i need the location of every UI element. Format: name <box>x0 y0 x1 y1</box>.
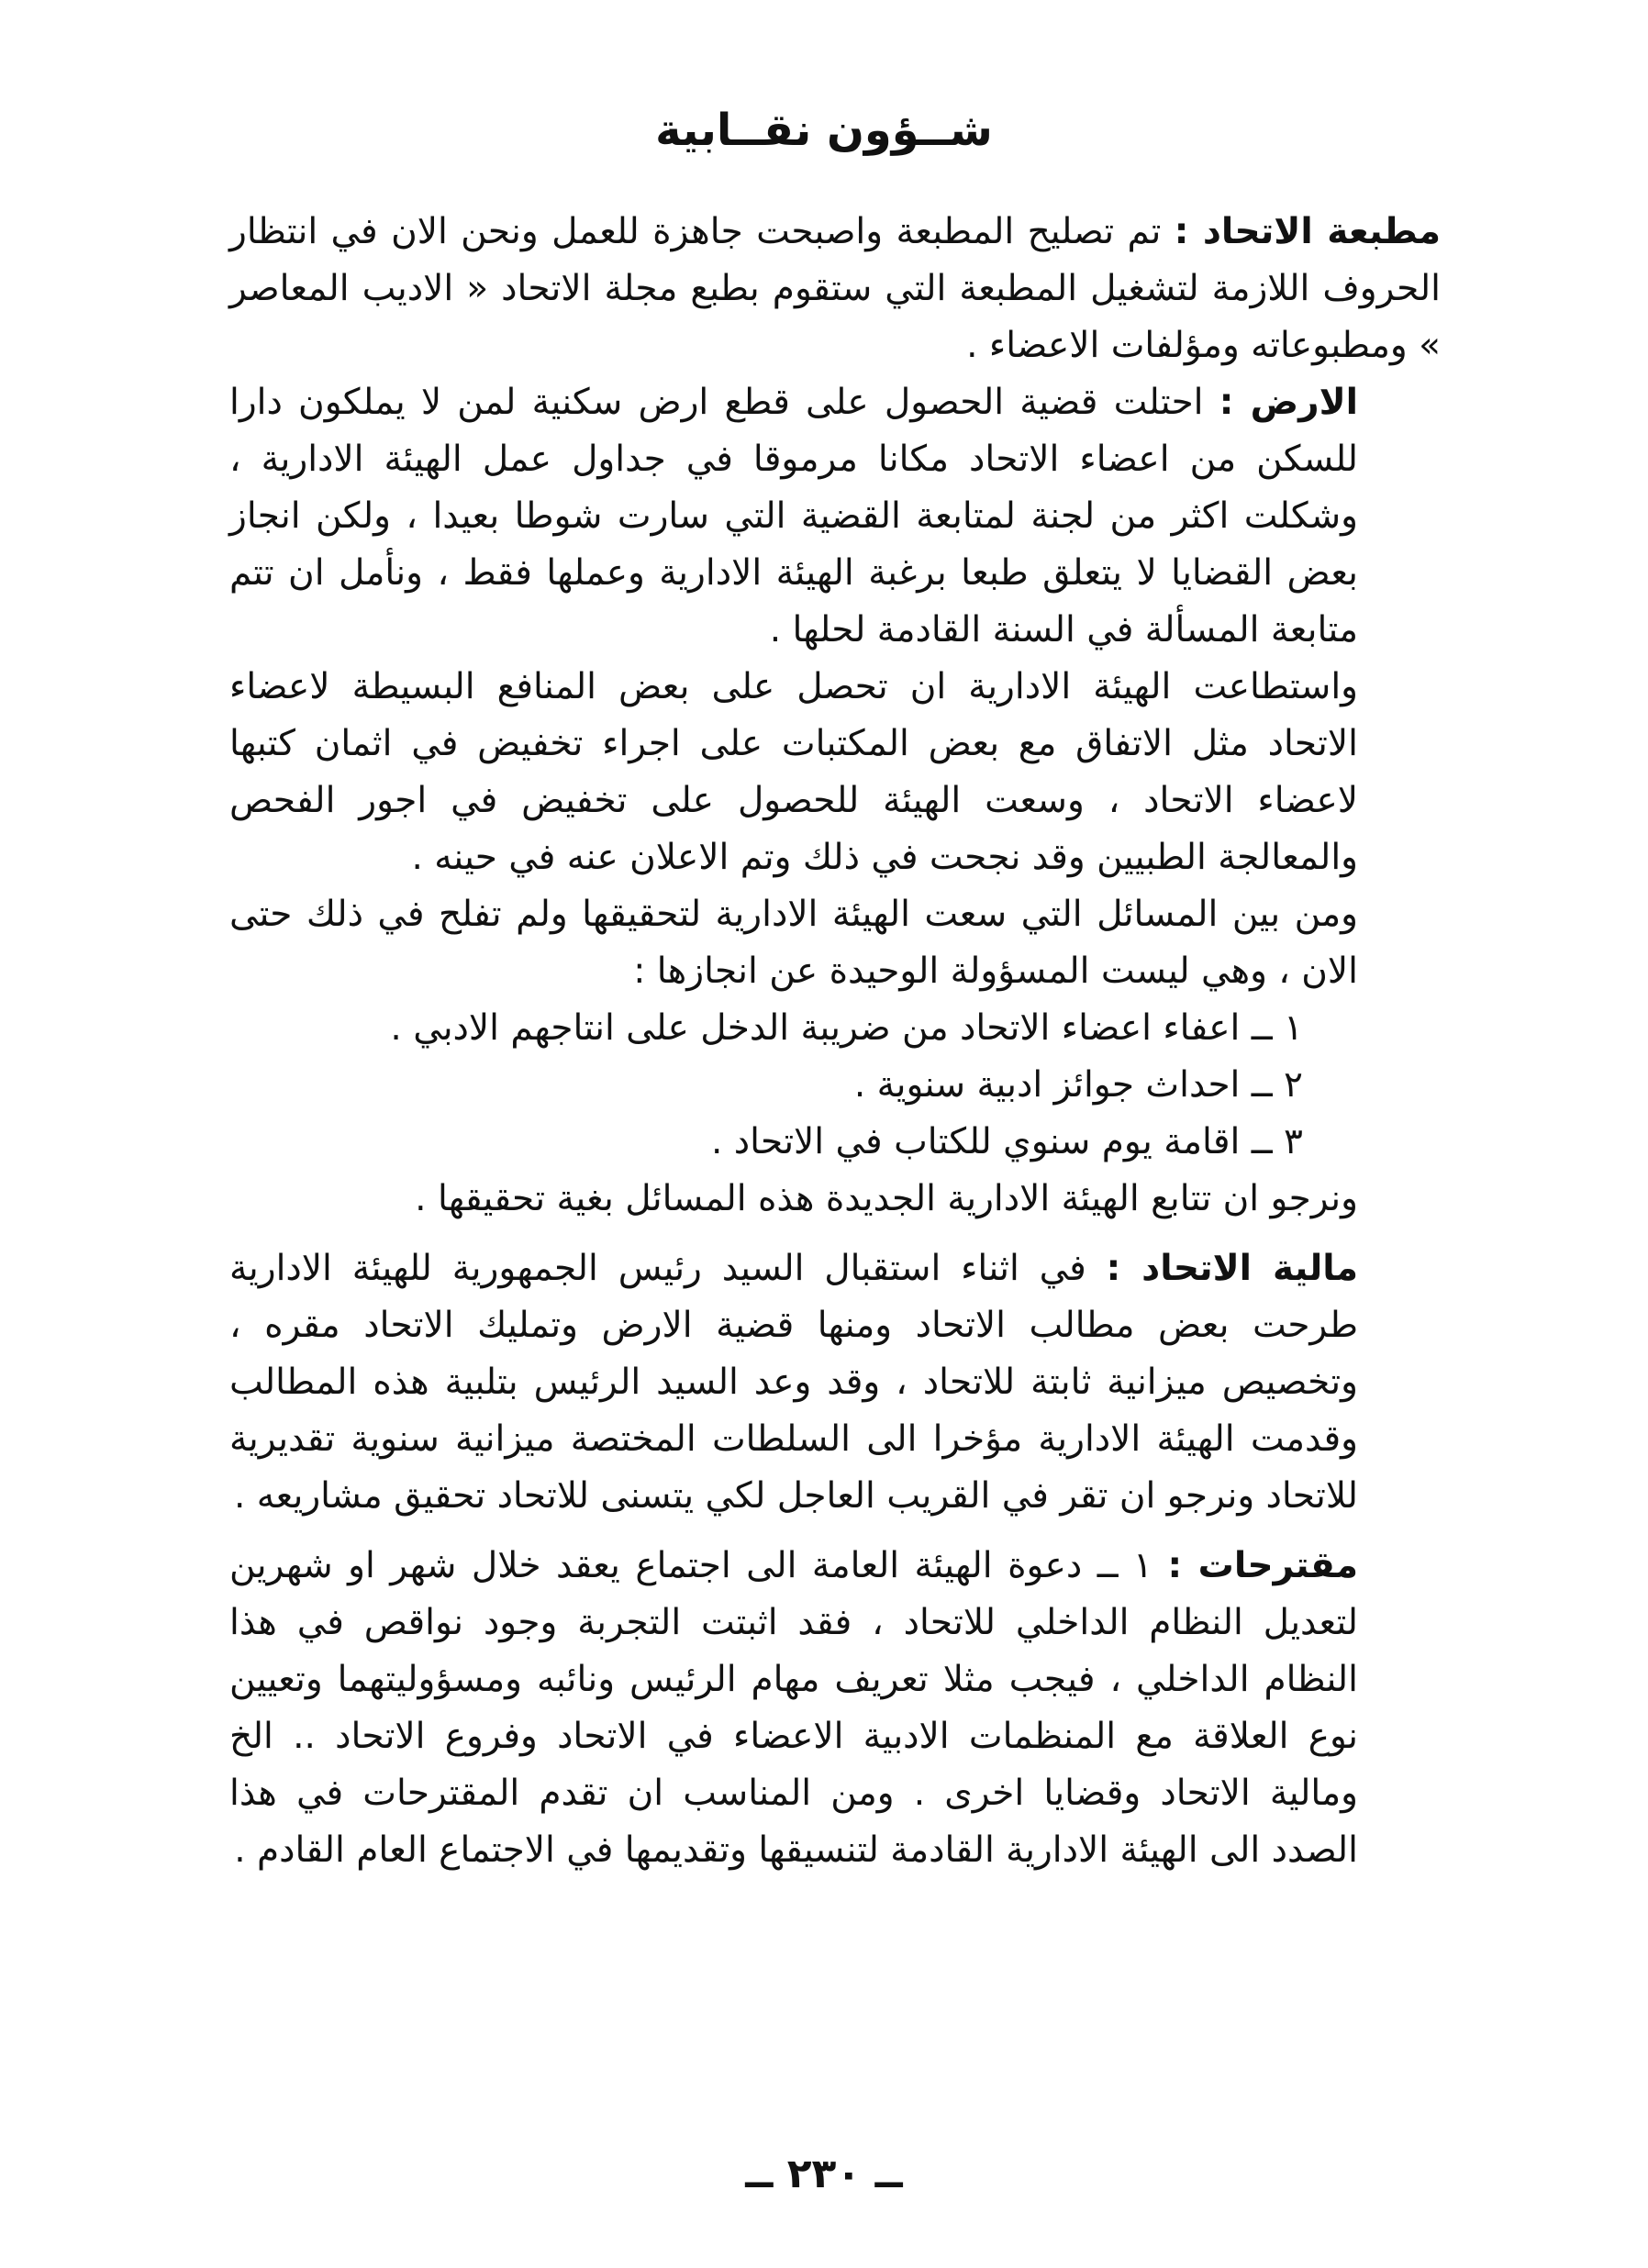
paragraph-proposals <box>229 1538 1441 1879</box>
section-heading-printing-press: مطبعة الاتحاد : <box>1174 211 1441 252</box>
document-body <box>229 204 1441 1879</box>
section-heading-proposals: مقترحات : <box>1167 1545 1359 1586</box>
paragraph-land <box>229 374 1441 659</box>
paragraph-closing: ونرجو ان تتابع الهيئة الادارية الجديدة هذه المسائل بغية تحقيقها . <box>415 1178 1358 1219</box>
paragraph-printing-press <box>229 204 1441 374</box>
paragraph-benefits <box>229 659 1441 886</box>
paragraph-finance <box>229 1240 1441 1525</box>
section-text-finance: في اثناء استقبال السيد رئيس الجمهورية للهيئة الادارية طرحت بعض مطالب الاتحاد ومنها قضية الارض وتمليك الاتحاد مقره ، وتخصيص ميزانية ثابتة للاتحاد ، وقد وعد السيد الرئيس بتلبية هذه المطالب وقدمت الهيئة الادارية مؤخرا الى السلطات المختصة ميزانية سنوية تقديرية للاتحاد ونرجو ان تقر في القريب العاجل لكي يتسنى للاتحاد تحقيق مشاريعه . <box>229 1248 1358 1517</box>
section-text-land: احتلت قضية الحصول على قطع ارض سكنية لمن لا يملكون دارا للسكن من اعضاء الاتحاد مكانا مرموقا في جداول عمل الهيئة الادارية ، وشكلت اكثر من لجنة لمتابعة القضية التي سارت شوطا بعيدا ، ولكن انجاز بعض القضايا لا يتعلق طبعا برغبة الهيئة الادارية وعملها فقط ، ونأمل ان تتم متابعة المسألة في السنة القادمة لحلها . <box>229 382 1358 650</box>
page-number: ــ ٢٣٠ ــ <box>745 2151 903 2197</box>
section-text-benefits: واستطاعت الهيئة الادارية ان تحصل على بعض المنافع البسيطة لاعضاء الاتحاد مثل الاتفاق مع بعض المكتبات على اجراء تخفيض في اثمان كتبها لاعضاء الاتحاد ، وسعت الهيئة للحصول على تخفيض في اجور الفحص والمعالجة الطبيين وقد نجحت في ذلك وتم الاعلان عنه في حينه . <box>229 666 1358 878</box>
section-text-pending-issues: ومن بين المسائل التي سعت الهيئة الادارية لتحقيقها ولم تفلح في ذلك حتى الان ، وهي ليست المسؤولة الوحيدة عن انجازها : <box>229 894 1358 992</box>
section-text-proposals: ١ ــ دعوة الهيئة العامة الى اجتماع يعقد خلال شهر او شهرين لتعديل النظام الداخلي للاتحاد ، فقد اثبتت التجربة وجود نواقص في هذا النظام الداخلي ، فيجب مثلا تعريف مهام الرئيس ونائبه ومسؤوليتهما وتعيين نوع العلاقة مع المنظمات الادبية الاعضاء في الاتحاد وفروع الاتحاد .. الخ ومالية الاتحاد وقضايا اخرى . ومن المناسب ان تقدم المقترحات في هذا الصدد الى الهيئة الادارية القادمة لتنسيقها وتقديمها في الاجتماع العام القادم . <box>229 1545 1358 1871</box>
section-heading-land: الارض : <box>1219 382 1358 423</box>
page-title: شــؤون نقــابية <box>655 105 993 156</box>
list-item: ١ ــ اعفاء اعضاء الاتحاد من ضريبة الدخل على انتاجهم الادبي . <box>390 1007 1303 1049</box>
section-heading-finance: مالية الاتحاد : <box>1106 1248 1358 1289</box>
paragraph-pending-issues <box>229 886 1441 1000</box>
list-item: ٢ ــ احداث جوائز ادبية سنوية . <box>853 1064 1303 1106</box>
list-item: ٣ ــ اقامة يوم سنوي للكتاب في الاتحاد . <box>710 1121 1303 1162</box>
section-text-printing-press: تم تصليح المطبعة واصبحت جاهزة للعمل ونحن الان في انتظار الحروف اللازمة لتشغيل المطبعة التي ستقوم بطبع مجلة الاتحاد « الاديب المعاصر » ومطبوعاته ومؤلفات الاعضاء . <box>229 211 1441 366</box>
